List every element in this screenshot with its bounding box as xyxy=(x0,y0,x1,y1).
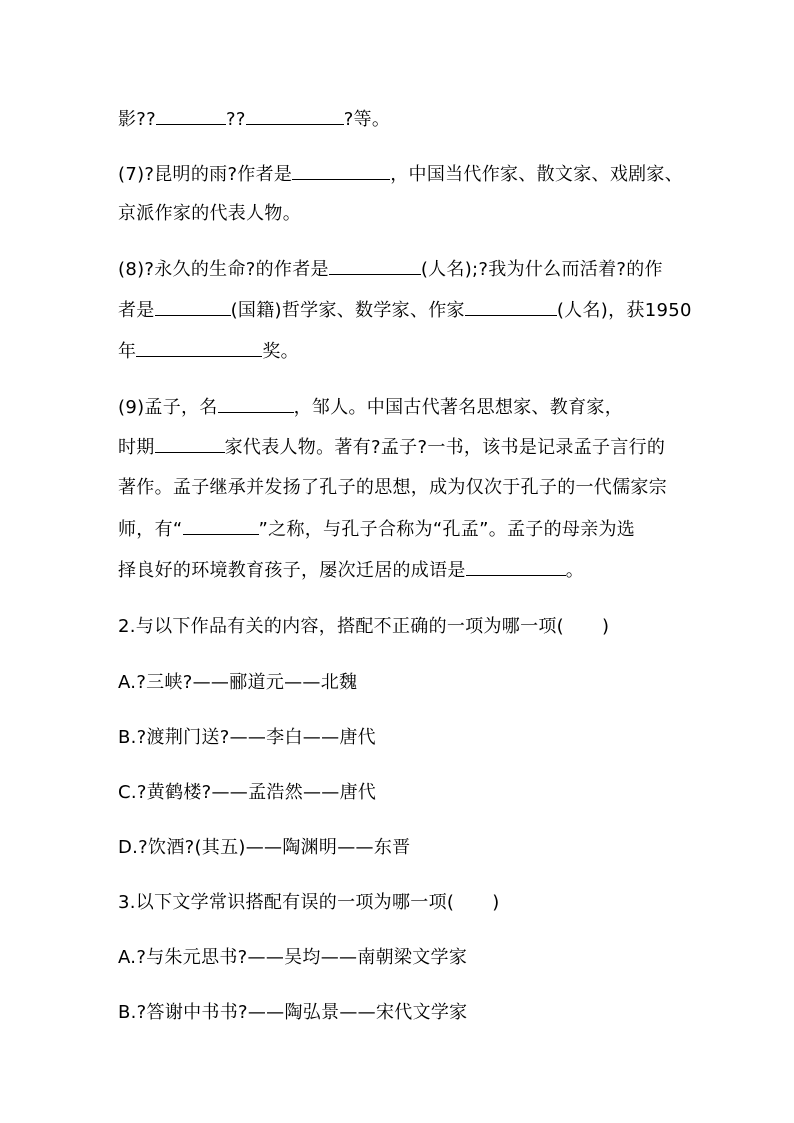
answer-blank[interactable] xyxy=(465,299,557,316)
q3-option-b: B.?答谢中书书?——陶弘景——宋代文学家 xyxy=(118,1002,468,1023)
text: (8)?永久的生命?的作者是 xyxy=(118,259,329,280)
text: 京派作家的代表人物。 xyxy=(118,203,301,224)
text: 影?? xyxy=(118,109,157,130)
answer-blank[interactable] xyxy=(329,258,421,275)
q1-item-9-line5 xyxy=(118,559,584,582)
answer-blank[interactable] xyxy=(183,518,259,535)
text: (国籍)哲学家、数学家、作家 xyxy=(230,300,465,321)
q2-option-d: D.?饮酒?(其五)——陶渊明——东晋 xyxy=(118,837,411,858)
question-text: 2.与以下作品有关的内容，搭配不正确的一项为哪一项( xyxy=(118,616,564,637)
question-text: 3.以下文学常识搭配有误的一项为哪一项( xyxy=(118,892,455,913)
q2-stem xyxy=(118,616,609,638)
answer-blank[interactable] xyxy=(156,108,226,125)
answer-blank[interactable] xyxy=(155,436,225,453)
answer-blank[interactable] xyxy=(136,340,262,357)
text: ) xyxy=(602,616,610,637)
q2-option-a: A.?三峡?——郦道元——北魏 xyxy=(118,672,358,693)
text: 年 xyxy=(118,341,137,362)
text: ”之称，与孔子合称为“孔孟”。孟子的母亲为选 xyxy=(258,519,636,540)
q1-item-9-line2 xyxy=(118,436,665,459)
text: ?? xyxy=(226,109,246,130)
text: (9)孟子，名 xyxy=(118,397,218,418)
text: 者是 xyxy=(118,300,155,321)
text: 择良好的环境教育孩子，屡次迁居的成语是 xyxy=(118,560,466,581)
text: 时期 xyxy=(118,437,155,458)
q3-option-a: A.?与朱元思书?——吴均——南朝梁文学家 xyxy=(118,947,468,968)
q1-item-7-line2 xyxy=(118,203,301,225)
text: (人名);?我为什么而活着?的作 xyxy=(420,259,663,280)
text: 。 xyxy=(565,560,585,581)
q2-option-c: C.?黄鹤楼?——孟浩然——唐代 xyxy=(118,782,377,803)
q1-line-film xyxy=(118,108,390,131)
q1-item-8-line3 xyxy=(118,340,299,363)
q1-item-7-line1 xyxy=(118,163,683,186)
answer-blank[interactable] xyxy=(218,396,294,413)
text: 奖。 xyxy=(262,341,299,362)
answer-blank[interactable] xyxy=(246,108,344,125)
q1-item-9-line3 xyxy=(118,477,667,499)
text: 家代表人物。著有?孟子?一书，该书是记录孟子言行的 xyxy=(224,437,666,458)
text: 著作。孟子继承并发扬了孔子的思想，成为仅次于孔子的一代儒家宗 xyxy=(118,477,667,498)
q3-stem xyxy=(118,892,500,914)
text: ，中国当代作家、散文家、戏剧家、 xyxy=(390,164,684,185)
q2-option-b: B.?渡荆门送?——李白——唐代 xyxy=(118,727,376,748)
text: (7)?昆明的雨?作者是 xyxy=(118,164,293,185)
text: 师，有“ xyxy=(118,519,183,540)
answer-blank[interactable] xyxy=(466,559,566,576)
answer-blank[interactable] xyxy=(155,299,231,316)
text: ) xyxy=(492,892,500,913)
q1-item-9-line1 xyxy=(118,396,623,419)
q1-item-9-line4 xyxy=(118,518,635,541)
q1-item-8-line1 xyxy=(118,258,663,281)
q1-item-8-line2 xyxy=(118,299,692,322)
text: ，邹人。中国古代著名思想家、教育家， xyxy=(293,397,624,418)
text: (人名)，获1950 xyxy=(556,300,692,321)
text: ?等。 xyxy=(343,109,391,130)
answer-blank[interactable] xyxy=(292,163,390,180)
